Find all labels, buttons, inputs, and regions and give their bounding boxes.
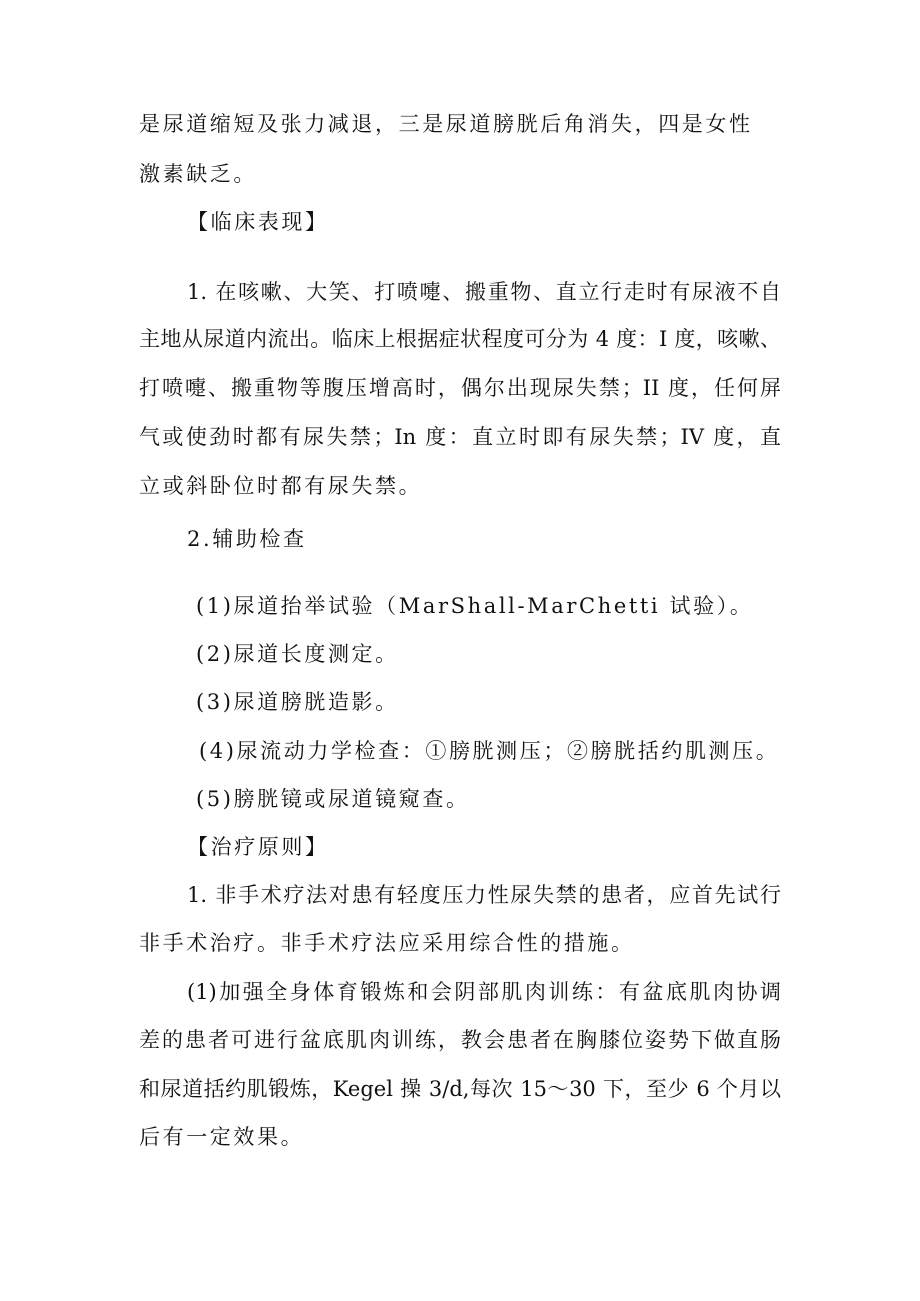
clinical-paragraph-line: 1. 在咳嗽、大笑、打喷嚏、搬重物、直立行走时有尿液不自 — [187, 280, 781, 304]
treatment-paragraph-line: 差的患者可进行盆底肌肉训练，教会患者在胸膝位姿势下做直肠 — [139, 1028, 781, 1052]
clinical-paragraph-line: 打喷嚏、搬重物等腹压增高时，偶尔出现尿失禁；II 度，任何屏 — [139, 376, 781, 400]
exam-subheading: 2.辅助检查 — [187, 527, 307, 551]
treatment-paragraph-line: 1. 非手术疗法对患有轻度压力性尿失禁的患者，应首先试行 — [187, 883, 781, 907]
section-heading-clinical: 【临床表现】 — [187, 210, 329, 234]
exam-list-item: (2)尿道长度测定。 — [196, 642, 399, 666]
exam-list-item: (5)膀胱镜或尿道镜窥查。 — [196, 787, 470, 811]
treatment-paragraph-line: 非手术治疗。非手术疗法应采用综合性的措施。 — [139, 931, 635, 955]
exam-list-item: (3)尿道膀胱造影。 — [196, 690, 399, 714]
clinical-paragraph-line: 气或使劲时都有尿失禁；In 度：直立时即有尿失禁；IV 度，直 — [139, 425, 781, 449]
section-heading-treatment: 【治疗原则】 — [187, 835, 329, 859]
intro-line-2: 激素缺乏。 — [139, 162, 257, 186]
exam-list-item: (4)尿流动力学检查：①膀胱测压；②膀胱括约肌测压。 — [199, 739, 780, 763]
treatment-paragraph-line: 和尿道括约肌锻炼，Kegel 操 3/d,每次 15～30 下，至少 6 个月以 — [139, 1077, 781, 1101]
intro-line-1: 是尿道缩短及张力减退，三是尿道膀胱后角消失，四是女性 — [139, 112, 753, 136]
exam-list-item: (1)尿道抬举试验（MarShall-MarChetti 试验）。 — [196, 594, 754, 618]
treatment-paragraph-line: (1)加强全身体育锻炼和会阴部肌肉训练：有盆底肌肉协调 — [187, 980, 781, 1004]
treatment-paragraph-line: 后有一定效果。 — [139, 1125, 305, 1149]
clinical-paragraph-line: 立或斜卧位时都有尿失禁。 — [139, 474, 423, 498]
clinical-paragraph-line: 主地从尿道内流出。临床上根据症状程度可分为 4 度：I 度，咳嗽、 — [139, 327, 781, 351]
